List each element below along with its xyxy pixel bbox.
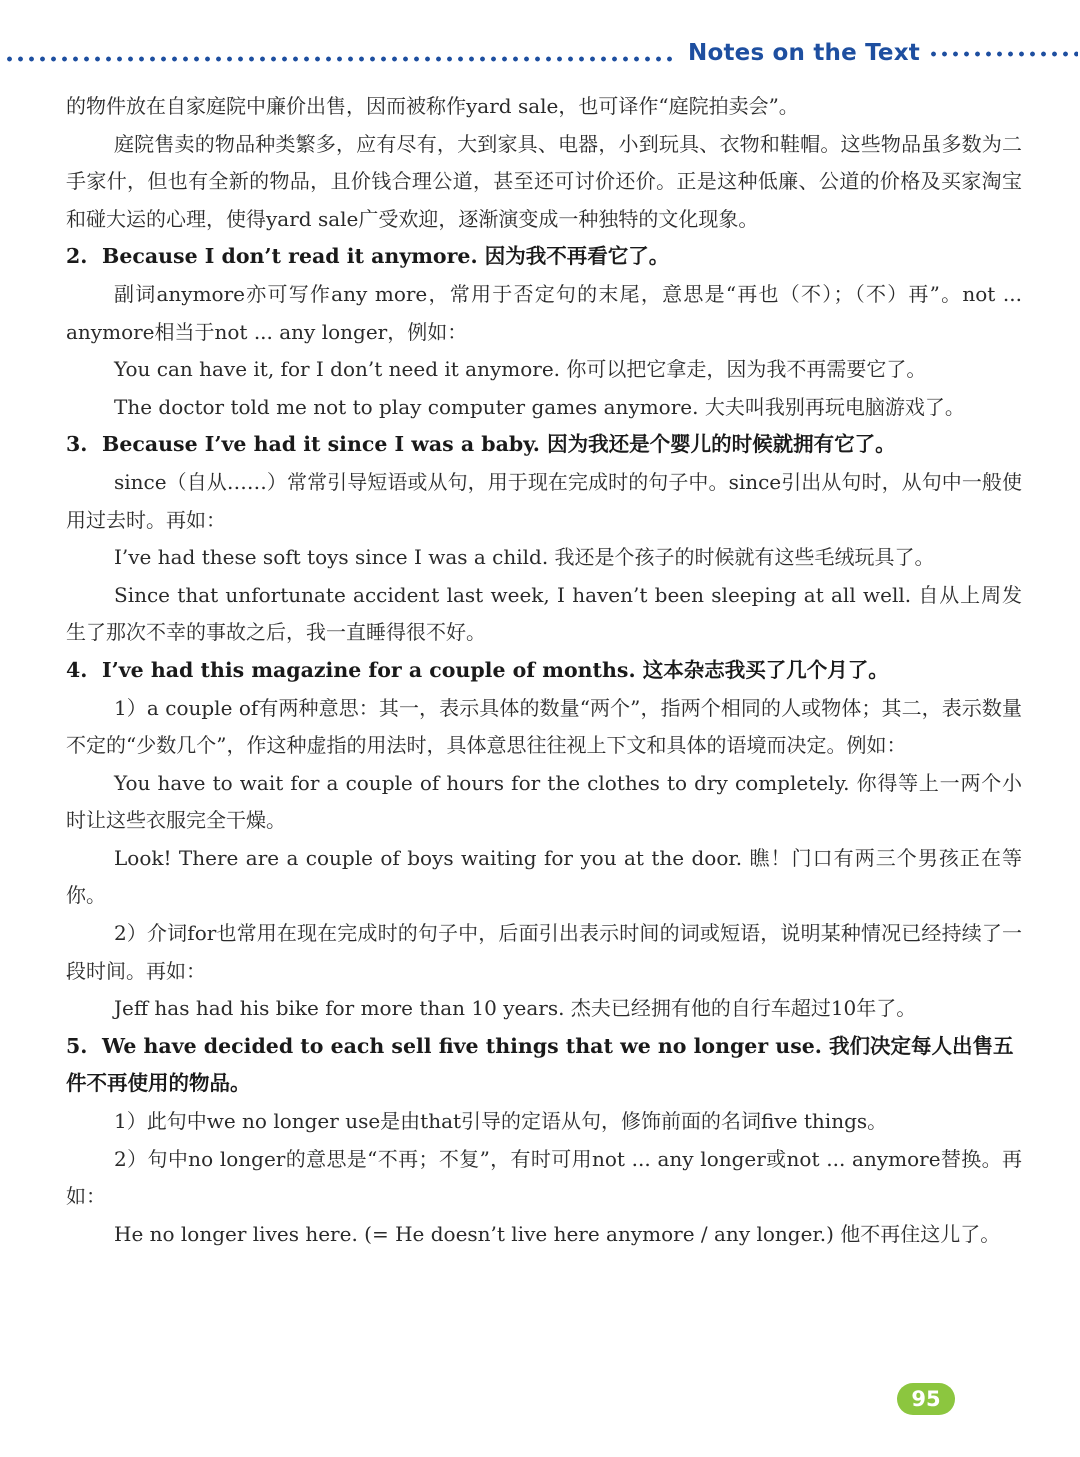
header-dotted-rule-right [928,51,1078,57]
page-body [66,88,1022,1253]
note-heading-text: We have decided to each sell five things that we no longer use. 我们决定每人出售五件不再使用的物品。 [66,1033,1014,1096]
example-sentence: You have to wait for a couple of hours for the clothes to dry completely. 你得等上一两个小时让这些衣服完全干燥。 [66,770,1022,833]
note-number: 5. [66,1033,88,1058]
note-number: 4. [66,657,88,682]
note-point-2: 2）句中no longer的意思是“不再；不复”，有时可用not ... any longer或not ... anymore替换。再如： [66,1146,1022,1209]
note-2 [66,238,1022,426]
header-title: Notes on the Text [688,40,920,66]
example-sentence: Jeff has had his bike for more than 10 years. 杰夫已经拥有他的自行车超过10年了。 [114,996,917,1021]
note-5 [66,1028,1022,1254]
note-point-2: 2）介词for也常用在现在完成时的句子中，后面引出表示时间的词或短语，说明某种情况已经持续了一段时间。再如： [66,921,1022,983]
note-point-1: 1）此句中we no longer use是由that引导的定语从句，修饰前面的名词five things。 [114,1109,888,1134]
note-number: 2. [66,244,88,269]
note-heading [66,426,1022,464]
note-3 [66,426,1022,652]
example-sentence: The doctor told me not to play computer games anymore. 大夫叫我别再玩电脑游戏了。 [114,394,965,419]
note-number: 3. [66,432,88,457]
header-dotted-rule-left [4,56,672,62]
note-4 [66,652,1022,1028]
note-explanation: 副词anymore亦可写作any more，常用于否定句的末尾，意思是“再也（不）；（不）再”。not ... anymore相当于not ... any longer，例如： [66,281,1022,344]
example-sentence: Since that unfortunate accident last week, I haven’t been sleeping at all well. 自从上周发生了那次不幸的事故之后，我一直睡得很不好。 [66,582,1022,645]
note-heading-text: Because I don’t read it anymore. 因为我不再看它了。 [102,244,670,269]
example-sentence: You can have it, for I don’t need it anymore. 你可以把它拿走，因为我不再需要它了。 [114,357,927,382]
intro-paragraph-continued: 的物件放在自家庭院中廉价出售，因而被称作yard sale，也可译作“庭院拍卖会”。 [66,94,799,118]
example-sentence: He no longer lives here. (= He doesn’t live here anymore / any longer.) 他不再住这儿了。 [114,1221,1001,1246]
note-heading [66,1028,1022,1103]
note-heading [66,238,1022,276]
page-number-badge: 95 [897,1383,955,1415]
note-explanation: since（自从……）常常引导短语或从句，用于现在完成时的句子中。since引出从句时，从句中一般使用过去时。再如： [66,469,1022,532]
intro-paragraph: 庭院售卖的物品种类繁多，应有尽有，大到家具、电器，小到玩具、衣物和鞋帽。这些物品虽多数为二手家什，但也有全新的物品，且价钱合理公道，甚至还可讨价还价。正是这种低廉、公道的价格及买家淘宝和碰大运的心理，使得yard sale广受欢迎，逐渐演变成一种独特的文化现象。 [66,131,1022,231]
note-heading [66,652,1022,690]
note-point-1: 1）a couple of有两种意思：其一，表示具体的数量“两个”，指两个相同的人或物体；其二，表示数量不定的“少数几个”，作这种虚指的用法时，具体意思往往视上下文和具体的语境而决定。例如： [66,695,1022,758]
example-sentence: I’ve had these soft toys since I was a child. 我还是个孩子的时候就有这些毛绒玩具了。 [114,545,935,570]
example-sentence: Look! There are a couple of boys waiting for you at the door. 瞧！门口有两三个男孩正在等你。 [66,845,1022,908]
note-heading-text: I’ve had this magazine for a couple of months. 这本杂志我买了几个月了。 [102,657,889,682]
running-header [0,38,1080,74]
note-heading-text: Because I’ve had it since I was a baby. 因为我还是个婴儿的时候就拥有它了。 [102,432,896,457]
